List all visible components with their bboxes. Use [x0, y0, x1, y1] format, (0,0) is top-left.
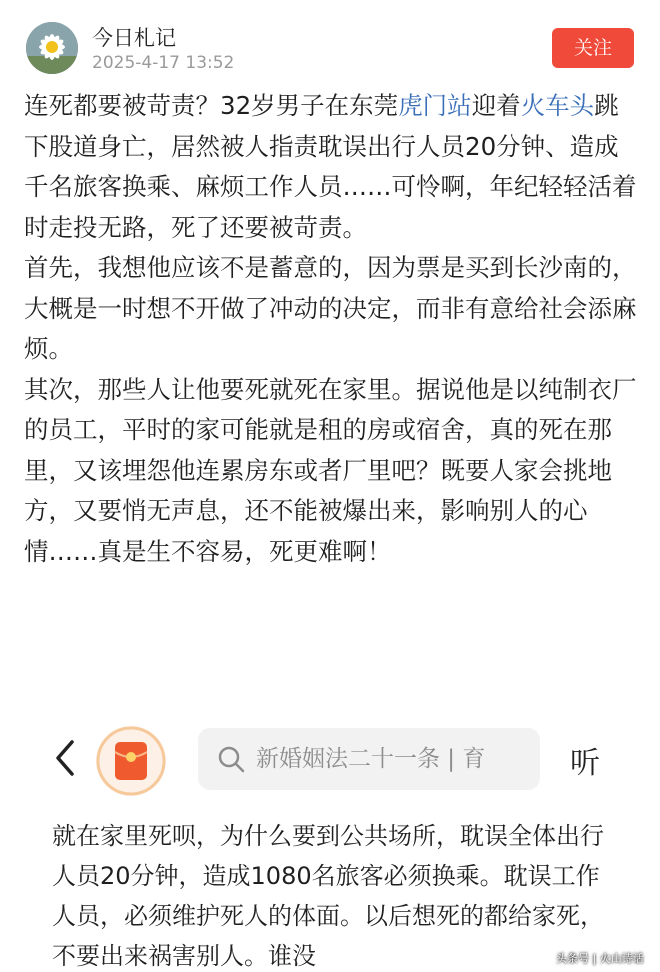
- avatar[interactable]: [26, 22, 78, 74]
- avatar-flower-icon: [26, 22, 78, 74]
- embedded-comment-paragraph: 就在家里死呗，为什么要到公共场所，耽误全体出行人员20分钟，造成1080名旅客必须换乘。耽误工作人员，必须维护死人的体面。以后想死的都给家死，不要出来祸害别人。谁没: [52, 822, 604, 970]
- embedded-comment-text: [52, 816, 620, 972]
- paragraph-1: [24, 86, 640, 248]
- search-icon: [216, 744, 246, 774]
- paragraph-1-text-c: 跳下股道身亡，居然被人指责耽误出行人员20分钟、造成千名旅客换乘、麻烦工作人员……可怜啊，年纪轻轻活着时走投无路，死了还要被苛责。: [24, 91, 637, 242]
- post-header: [0, 0, 660, 82]
- paragraph-1-text-b: 迎着: [471, 91, 521, 120]
- post-timestamp: 2025-4-17 13:52: [92, 53, 235, 73]
- embedded-search-bar: [198, 728, 540, 790]
- keyword-link-humen-station[interactable]: 虎门站: [398, 91, 472, 120]
- embedded-screenshot: [30, 716, 634, 972]
- keyword-link-train-head[interactable]: 火车头: [520, 91, 595, 120]
- username[interactable]: 今日札记: [92, 26, 176, 50]
- post-body: [24, 86, 640, 572]
- red-packet-button: [96, 726, 166, 796]
- paragraph-2: 首先，我想他应该不是蓄意的，因为票是买到长沙南的，大概是一时想不开做了冲动的决定，而非有意给社会添麻烦。: [24, 253, 637, 363]
- paragraph-1-text-a: 连死都要被苛责？32岁男子在东莞: [24, 91, 399, 120]
- paragraph-3: 其次，那些人让他要死就死在家里。据说他是以纯制衣厂的员工，平时的家可能就是租的房或宿舍，真的死在那里，又该埋怨他连累房东或者厂里吧？既要人家会挑地方，又要悄无声息，还不能被爆出来，影响别人的心情……真是生不容易，死更难啊！: [24, 374, 637, 566]
- embedded-search-text: 新婚姻法二十一条 | 育: [256, 746, 486, 772]
- follow-button[interactable]: 关注: [552, 28, 634, 68]
- watermark: 头条号 | 火山诗话: [556, 952, 644, 965]
- back-arrow-icon: [50, 736, 80, 780]
- listen-label: 听: [570, 746, 600, 781]
- red-packet-icon: [96, 726, 166, 796]
